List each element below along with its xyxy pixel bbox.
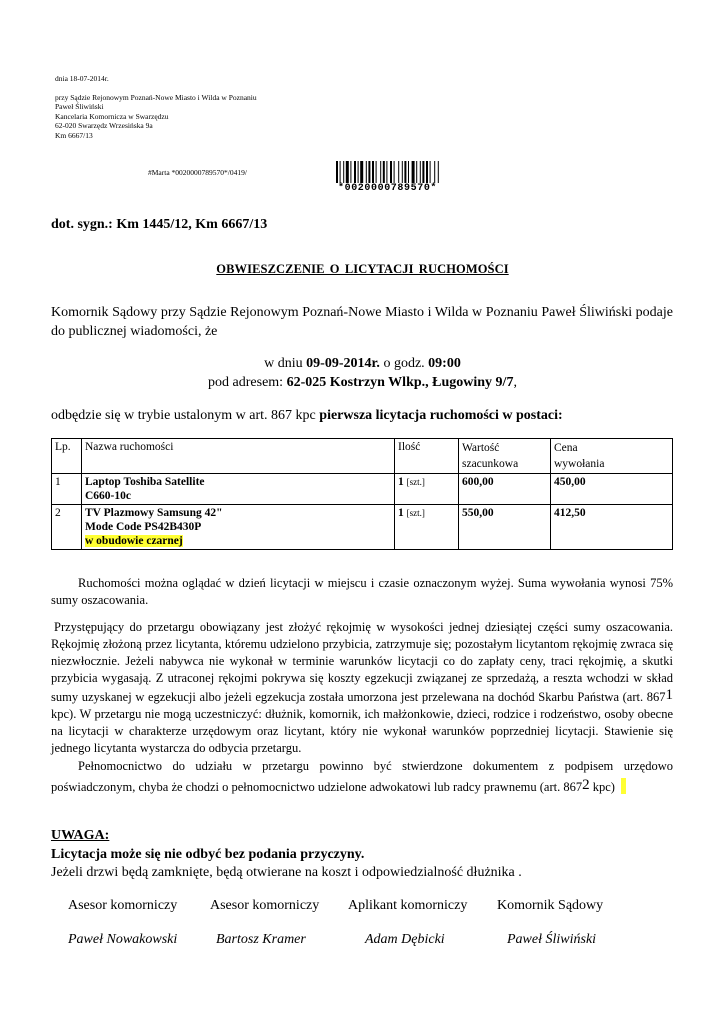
marta-reference: #Marta *0020000789570*/0419/: [148, 168, 247, 177]
barcode: [336, 161, 468, 193]
header-price: Cena wywołania: [551, 439, 673, 474]
document-title: OBWIESZCZENIE O LICYTACJI RUCHOMOŚCI: [216, 262, 509, 276]
barcode-bar: [343, 161, 344, 183]
case-reference: dot. sygn.: Km 1445/12, Km 6667/13: [51, 217, 268, 232]
barcode-bar: [420, 161, 421, 183]
notice-title: UWAGA:: [51, 828, 110, 843]
row-value: 550,00: [459, 505, 551, 550]
highlighted-text: w obudowie czarnej: [85, 535, 183, 547]
signature-role-4: Komornik Sądowy: [497, 898, 604, 913]
signature-name-4: Paweł Śliwiński: [507, 932, 597, 947]
paragraph-deposit: Przystępujący do przetargu obowiązany jest złożyć rękojmię w wysokości jednej dziesiątej części sumy oszacowania. Rękojmię złożoną przez licytanta, któremu udzielono przybicia, zatrzymuje się; pozostałym licytantom rękojmię zwraca się niezwłocznie. Jeżeli nabywca nie wykonał w terminie warunków licytacji co do zapłaty ceny, traci rękojmię, a skutki przybicia wygasają. Z utraconej rękojmi pokrywa się koszty egzekucji związanej ze sprzedażą, a reszta wchodzi w skład sumy uzyskanej w egzekucji albo jeżeli egzekucja została umorzona jest przelewana na dochód Skarbu Państwa (art. 8671 kpc). W przetargu nie mogą uczestniczyć: dłużnik, komornik, ich małżonkowie, dzieci, rodzice i rodzeństwo, osoby obecne na licytacji w charakterze urzędowym oraz licytant, który nie wykonał warunków poprzedniej licytacji. Stawienie się jednego licytanta wystarcza do odbycia przetargu.: [51, 620, 673, 755]
barcode-bar: [408, 161, 409, 183]
barcode-bar: [368, 161, 370, 183]
barcode-bar: [398, 161, 399, 183]
header-qty: Ilość: [395, 439, 459, 474]
header-value: Wartość szacunkowa: [459, 439, 551, 474]
barcode-bar: [404, 161, 406, 183]
notice-line-1: Licytacja może się nie odbyć bez podania przyczyny.: [51, 847, 365, 862]
office-name: Kancelaria Komornicza w Swarzędzu: [55, 111, 169, 121]
barcode-bar: [402, 161, 403, 183]
barcode-bar: [383, 161, 385, 183]
office-address: 62-020 Swarzędz Wrzesińska 9a: [55, 121, 153, 131]
table-row: [52, 505, 673, 550]
barcode-bar: [380, 161, 381, 183]
barcode-text: *0020000789570*: [338, 183, 438, 194]
row-price: 412,50: [551, 505, 673, 550]
barcode-bar: [394, 161, 395, 183]
body-section: [51, 575, 673, 797]
barcode-bar: [366, 161, 367, 183]
barcode-bar: [434, 161, 435, 183]
bailiff-name: Paweł Śliwiński: [55, 102, 104, 112]
barcode-bar: [422, 161, 424, 183]
auction-date: 09-09-2014r.: [306, 356, 380, 371]
barcode-bar: [376, 161, 377, 183]
notice-line-2: Jeżeli drzwi będą zamknięte, będą otwierane na koszt i odpowiedzialność dłużnika .: [51, 865, 522, 880]
signature-role-3: Aplikant komorniczy: [348, 898, 468, 913]
highlight-mark: [621, 778, 626, 794]
row-lp: 1: [52, 474, 82, 505]
auction-date-line: w dniu 09-09-2014r. o godz. 09:00: [264, 356, 461, 371]
signature-name-1: Paweł Nowakowski: [68, 932, 178, 947]
barcode-bar: [350, 161, 351, 183]
barcode-bar: [354, 161, 356, 183]
row-name: TV Plazmowy Samsung 42" Mode Code PS42B430P w obudowie czarnej: [82, 505, 395, 550]
row-qty: 1 [szt.]: [395, 474, 459, 505]
items-table: [51, 438, 673, 550]
signature-role-1: Asesor komorniczy: [68, 898, 178, 913]
row-name: Laptop Toshiba Satellite C660-10c: [82, 474, 395, 505]
table-header-row: [52, 439, 673, 474]
barcode-bar: [346, 161, 349, 183]
barcode-bar: [372, 161, 374, 183]
signatures: [0, 898, 725, 958]
barcode-bar: [426, 161, 428, 183]
auction-time: 09:00: [428, 356, 461, 371]
paragraph-power-of-attorney: Pełnomocnictwo do udziału w przetargu powinno być stwierdzone dokumentem z podpisem urzędowo poświadczonym, chyba że chodzi o pełnomocnictwo udzielone adwokatowi lub radcy prawnemu (art. 8672 kpc): [51, 759, 673, 794]
table-row: [52, 474, 673, 505]
barcode-bar: [412, 161, 415, 183]
barcode-bar: [430, 161, 431, 183]
header-lp: Lp.: [52, 439, 82, 474]
barcode-bar: [340, 161, 341, 183]
barcode-bar: [336, 161, 338, 183]
row-lp: 2: [52, 505, 82, 550]
barcode-bar: [358, 161, 359, 183]
row-value: 600,00: [459, 474, 551, 505]
auction-address-line: pod adresem: 62-025 Kostrzyn Wlkp., Ługowiny 9/7,: [208, 375, 517, 390]
barcode-bar: [360, 161, 363, 183]
intro-paragraph: Komornik Sądowy przy Sądzie Rejonowym Poznań-Nowe Miasto i Wilda w Poznaniu Paweł Śliwiński podaje do publicznej wiadomości, że: [51, 305, 673, 339]
barcode-bar: [416, 161, 417, 183]
case-number: Km 6667/13: [55, 130, 93, 140]
signature-name-3: Adam Dębicki: [365, 932, 445, 947]
row-price: 450,00: [551, 474, 673, 505]
header-name: Nazwa ruchomości: [82, 439, 395, 474]
barcode-bar: [390, 161, 392, 183]
auction-mode: odbędzie się w trybie ustalonym w art. 867 kpc pierwsza licytacja ruchomości w postaci:: [51, 408, 563, 423]
signature-name-2: Bartosz Kramer: [216, 932, 306, 947]
document-date: dnia 18-07-2014r.: [55, 74, 109, 83]
barcode-bar: [438, 161, 439, 183]
barcode-bars: [336, 161, 468, 183]
court-line: przy Sądzie Rejonowym Poznań-Nowe Miasto i Wilda w Poznaniu: [55, 92, 257, 102]
row-qty: 1 [szt.]: [395, 505, 459, 550]
signature-role-2: Asesor komorniczy: [210, 898, 320, 913]
letterhead: [55, 74, 257, 141]
auction-address: 62-025 Kostrzyn Wlkp., Ługowiny 9/7: [286, 375, 514, 390]
barcode-bar: [386, 161, 387, 183]
paragraph-viewing: Ruchomości można oglądać w dzień licytacji w miejscu i czasie oznaczonym wyżej. Suma wywołania wynosi 75% sumy oszacowania.: [51, 576, 673, 607]
